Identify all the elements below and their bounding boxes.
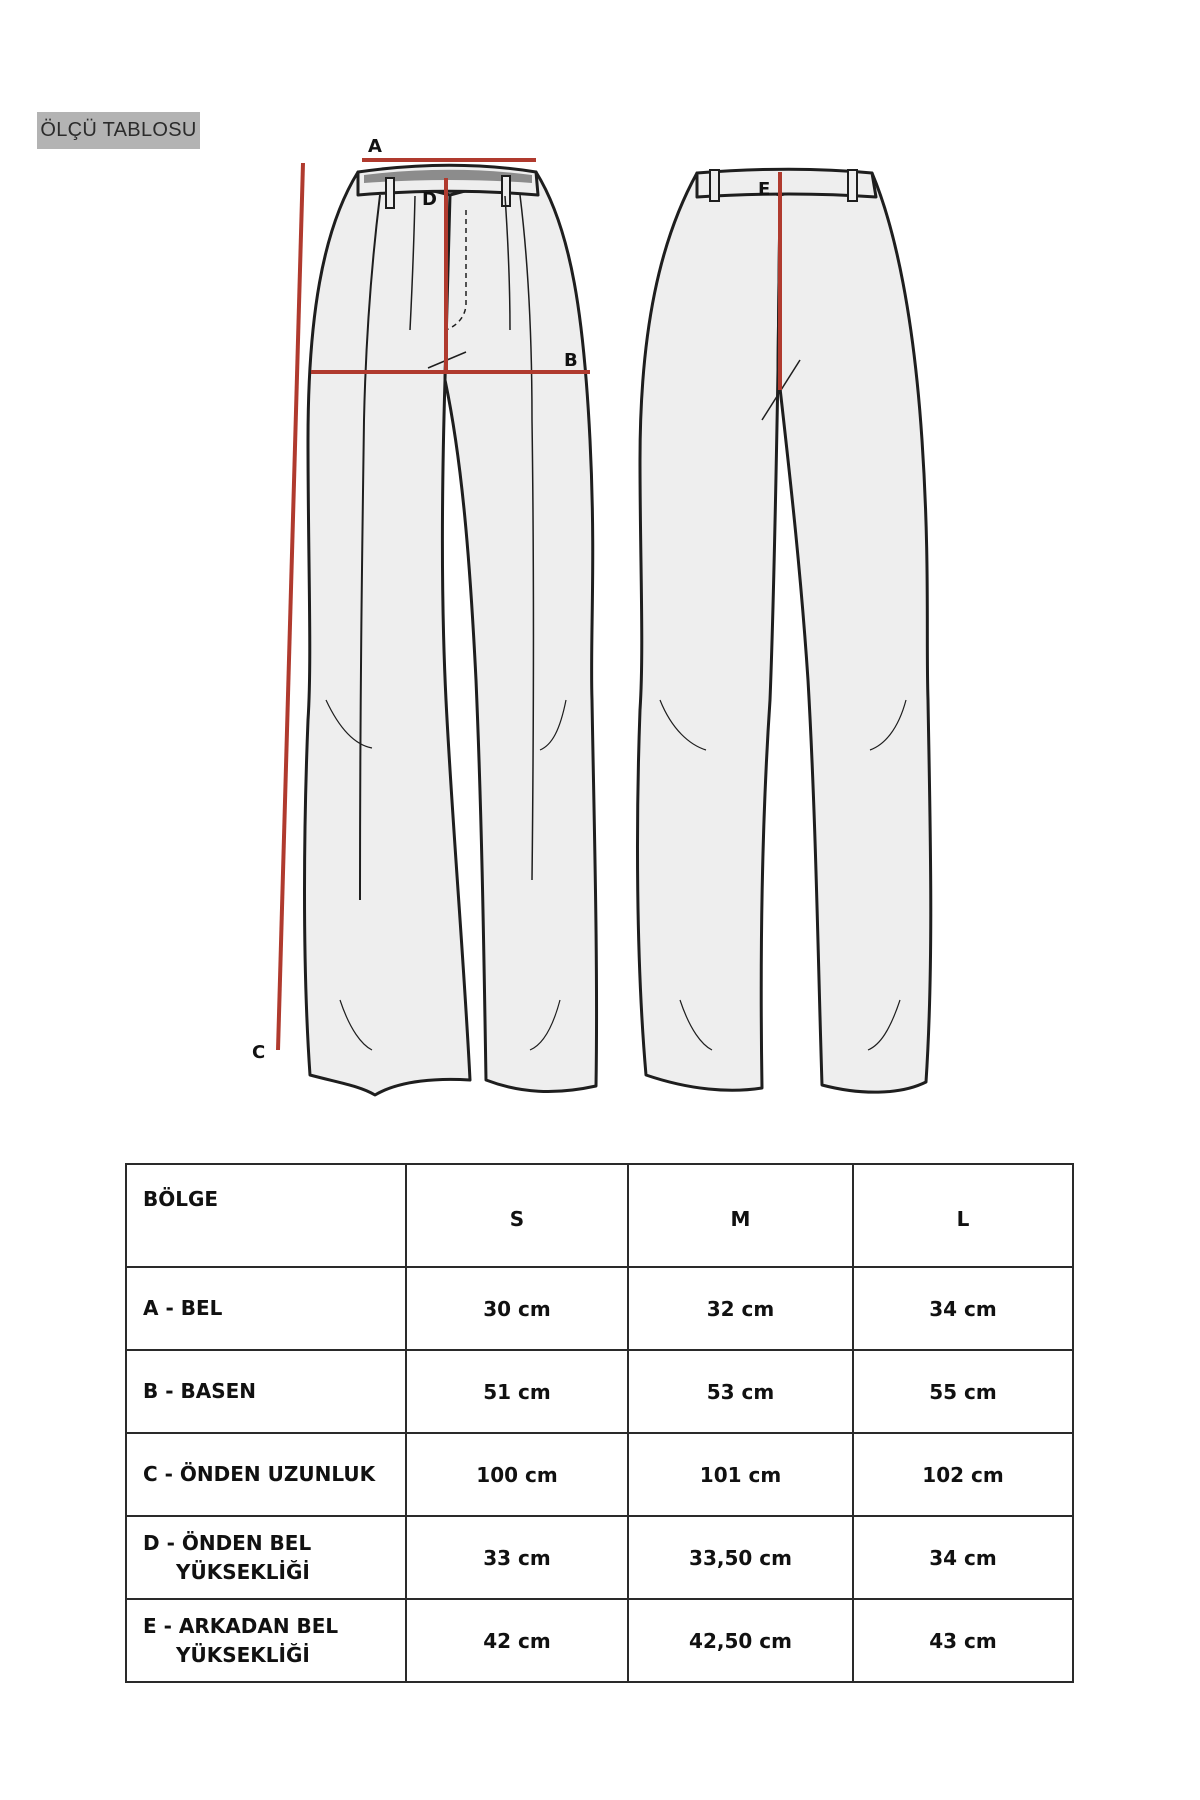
size-m-cell: 32 cm — [628, 1267, 853, 1350]
marker-b: B — [564, 350, 578, 371]
size-m-cell: 101 cm — [628, 1433, 853, 1516]
table-row — [126, 1516, 1073, 1599]
size-s-cell: 51 cm — [406, 1350, 628, 1433]
size-s-cell: 100 cm — [406, 1433, 628, 1516]
size-m-cell: 33,50 cm — [628, 1516, 853, 1599]
column-header-l: L — [853, 1164, 1073, 1267]
size-l-cell: 34 cm — [853, 1267, 1073, 1350]
table-row — [126, 1433, 1073, 1516]
size-l-cell: 34 cm — [853, 1516, 1073, 1599]
marker-a: A — [368, 136, 382, 157]
size-m-cell: 42,50 cm — [628, 1599, 853, 1682]
size-chart-table — [125, 1163, 1074, 1683]
region-cell: C - ÖNDEN UZUNLUK — [126, 1433, 406, 1516]
size-l-cell: 102 cm — [853, 1433, 1073, 1516]
size-l-cell: 43 cm — [853, 1599, 1073, 1682]
size-m-cell: 53 cm — [628, 1350, 853, 1433]
region-cell: E - ARKADAN BEL YÜKSEKLİĞİ — [126, 1599, 406, 1682]
table-row — [126, 1599, 1073, 1682]
size-s-cell: 42 cm — [406, 1599, 628, 1682]
marker-e: E — [758, 179, 771, 200]
page-title: ÖLÇÜ TABLOSU — [40, 119, 197, 141]
column-header-s: S — [406, 1164, 628, 1267]
region-cell: B - BASEN — [126, 1350, 406, 1433]
table-row — [126, 1267, 1073, 1350]
marker-d: D — [422, 189, 437, 210]
size-s-cell: 33 cm — [406, 1516, 628, 1599]
region-cell: A - BEL — [126, 1267, 406, 1350]
table-row — [126, 1350, 1073, 1433]
measure-line-c — [278, 163, 303, 1050]
table-header-row — [126, 1164, 1073, 1267]
back-view-trousers — [638, 169, 931, 1092]
region-cell: D - ÖNDEN BEL YÜKSEKLİĞİ — [126, 1516, 406, 1599]
size-l-cell: 55 cm — [853, 1350, 1073, 1433]
size-s-cell: 30 cm — [406, 1267, 628, 1350]
column-header-region: BÖLGE — [126, 1164, 406, 1267]
column-header-m: M — [628, 1164, 853, 1267]
front-view-trousers — [305, 165, 597, 1095]
marker-c: C — [252, 1042, 266, 1063]
